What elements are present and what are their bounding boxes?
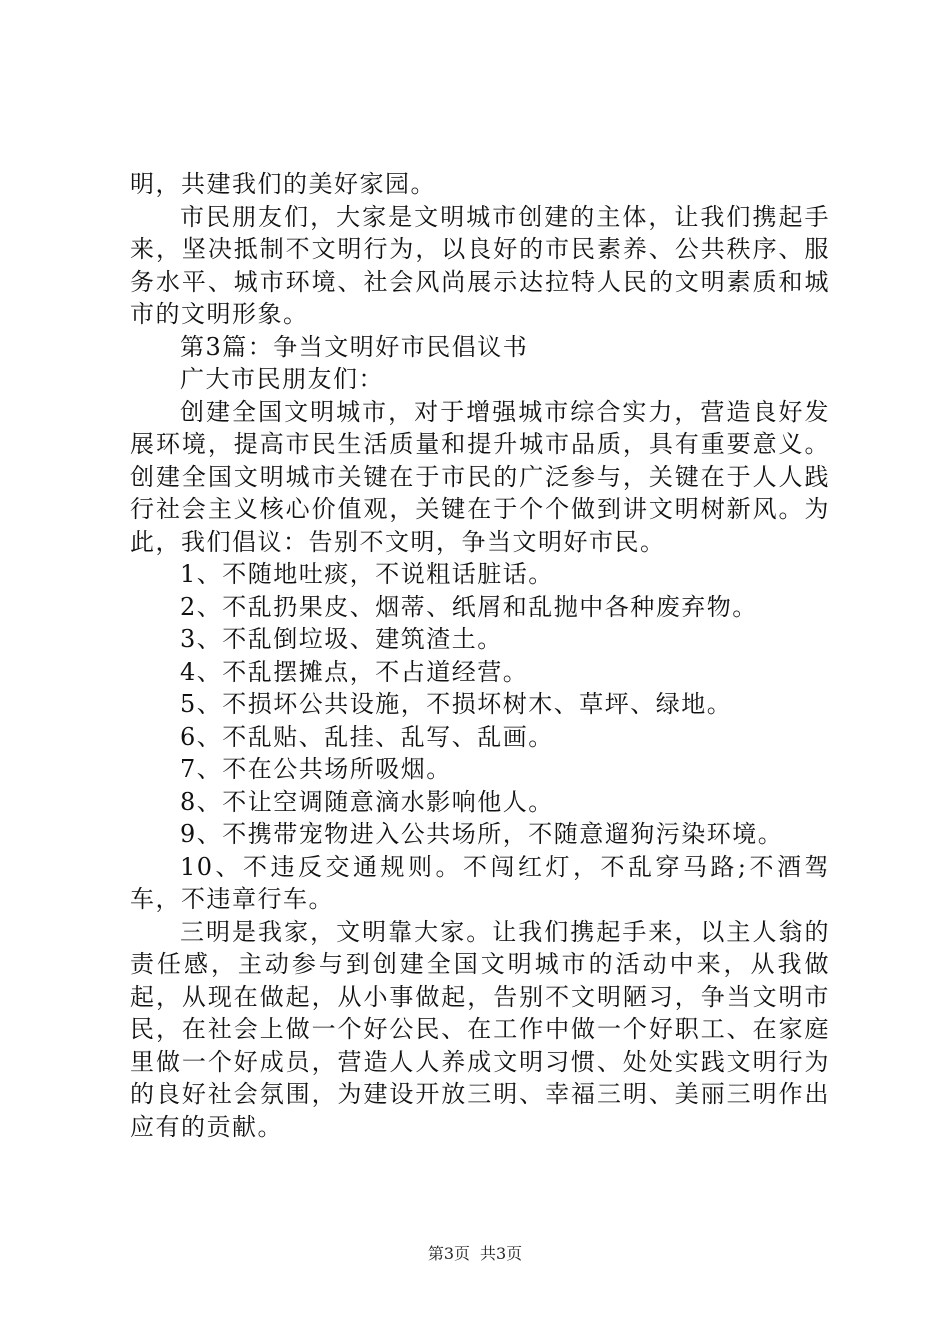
list-item: 8、不让空调随意滴水影响他人。 [180, 787, 554, 816]
list-item: 1、不随地吐痰，不说粗话脏话。 [180, 560, 554, 588]
list-item: 2、不乱扔果皮、烟蒂、纸屑和乱抛中各种废弃物。 [180, 592, 758, 621]
page-footer [0, 1244, 950, 1264]
salutation: 广大市民朋友们： [180, 365, 384, 393]
list-item: 5、不损坏公共设施，不损坏树木、草坪、绿地。 [180, 690, 733, 718]
section-heading: 第3篇：争当文明好市民倡议书 [180, 332, 529, 361]
list-item: 3、不乱倒垃圾、建筑渣土。 [180, 625, 503, 653]
paragraph: 市民朋友们，大家是文明城市创建的主体，让我们携起手来，坚决抵制不文明行为，以良好的市民素养、公共秩序、服务水平、城市环境、社会风尚展示达拉特人民的文明素质和城市的文明形象。 [130, 202, 830, 328]
document-body [130, 168, 830, 1143]
list-item: 10、不违反交通规则。不闯红灯，不乱穿马路;不酒驾车，不违章行车。 [130, 852, 830, 913]
list-item: 9、不携带宠物进入公共场所，不随意遛狗污染环境。 [180, 820, 784, 848]
paragraph: 创建全国文明城市，对于增强城市综合实力，营造良好发展环境，提高市民生活质量和提升城市品质，具有重要意义。创建全国文明城市关键在于市民的广泛参与，关键在于人人践行社会主义核心价值观，关键在于个个做到讲文明树新风。为此，我们倡议：告别不文明，争当文明好市民。 [130, 397, 830, 556]
list-item: 4、不乱摆摊点，不占道经营。 [180, 657, 529, 686]
list-item: 7、不在公共场所吸烟。 [180, 755, 452, 783]
list-item: 6、不乱贴、乱挂、乱写、乱画。 [180, 722, 554, 751]
closing-paragraph: 三明是我家，文明靠大家。让我们携起手来，以主人翁的责任感，主动参与到创建全国文明城市的活动中来，从我做起，从现在做起，从小事做起，告别不文明陋习，争当文明市民，在社会上做一个好公民、在工作中做一个好职工、在家庭里做一个好成员，营造人人养成文明习惯、处处实践文明行为的良好社会氛围，为建设开放三明、幸福三明、美丽三明作出应有的贡献。 [130, 917, 830, 1141]
page-number: 第3页 [427, 1244, 470, 1263]
paragraph: 明，共建我们的美好家园。 [130, 170, 436, 198]
page-total: 共3页 [480, 1244, 523, 1263]
